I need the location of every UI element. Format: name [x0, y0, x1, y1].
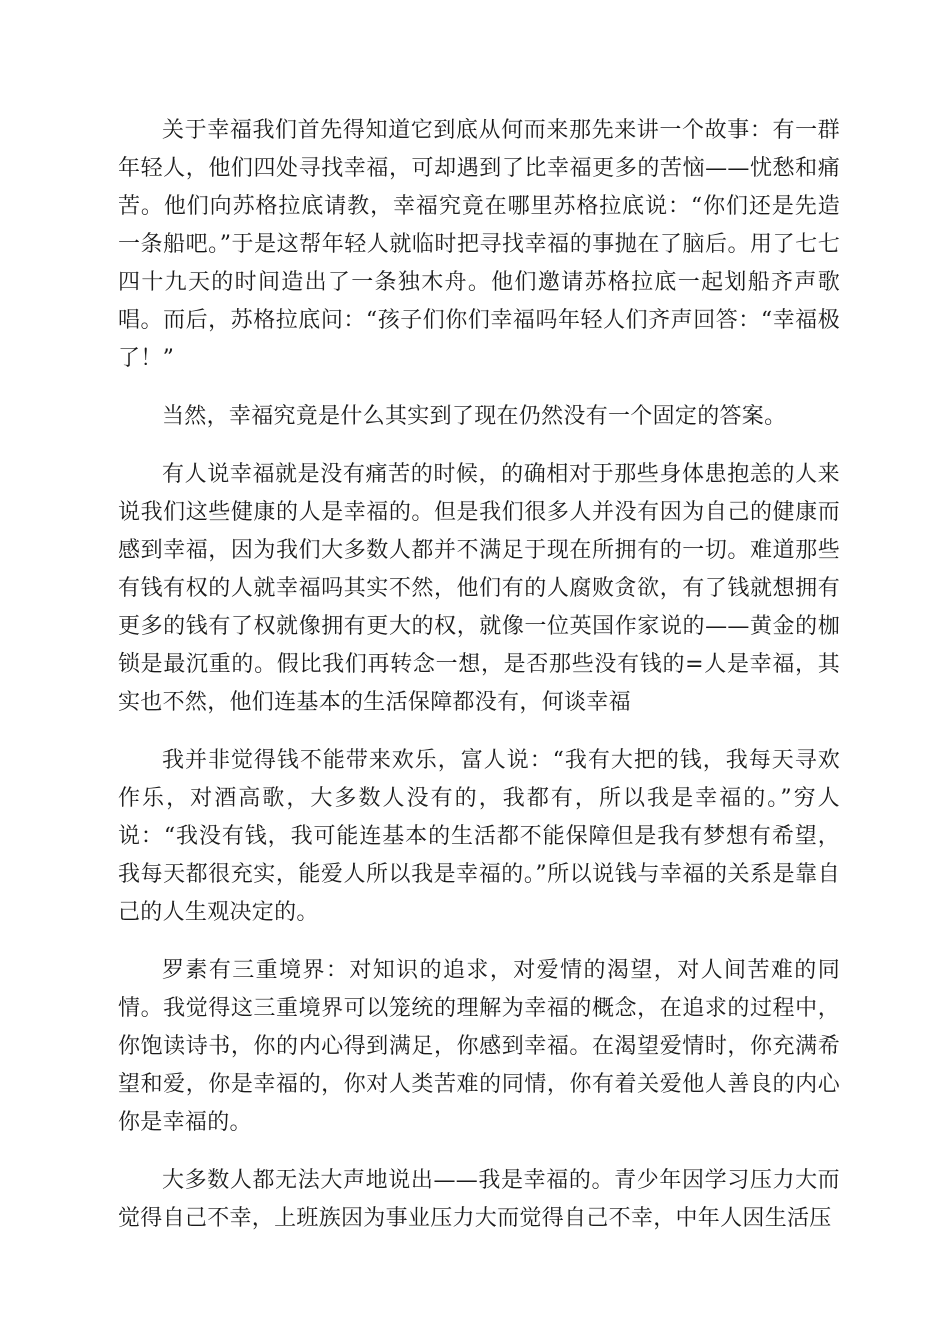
- paragraph-health-and-wealth: 有人说幸福就是没有痛苦的时候，的确相对于那些身体患抱恙的人来说我们这些健康的人是幸福的。但是我们很多人并没有因为自己的健康而感到幸福，因为我们大多数人都并不满足于现在所拥有的一切。难道那些有钱有权的人就幸福吗其实不然，他们有的人腐败贪欲，有了钱就想拥有更多的钱有了权就像拥有更大的权，就像一位英国作家说的——黄金的枷锁是最沉重的。假比我们再转念一想，是否那些没有钱的=人是幸福，其实也不然，他们连基本的生活保障都没有，何谈幸福: [118, 462, 840, 715]
- paragraph-no-fixed-answer: 当然，幸福究竟是什么其实到了现在仍然没有一个固定的答案。: [162, 404, 787, 429]
- paragraph-russell-three-realms: 罗素有三重境界：对知识的追求，对爱情的渴望，对人间苦难的同情。我觉得这三重境界可以笼统的理解为幸福的概念，在追求的过程中，你饱读诗书，你的内心得到满足，你感到幸福。在渴望爱情时，你充满希望和爱，你是幸福的，你对人类苦难的同情，你有着关爱他人善良的内心你是幸福的。: [118, 958, 840, 1135]
- paragraph-rich-and-poor: 我并非觉得钱不能带来欢乐，富人说：“我有大把的钱，我每天寻欢作乐，对酒高歌，大多数人没有的，我都有，所以我是幸福的。”穷人说：“我没有钱，我可能连基本的生活都不能保障但是我有梦想有希望，我每天都很充实，能爱人所以我是幸福的。”所以说钱与幸福的关系是靠自己的人生观决定的。: [118, 748, 840, 925]
- paragraph-pressure: 大多数人都无法大声地说出——我是幸福的。青少年因学习压力大而觉得自己不幸，上班族因为事业压力大而觉得自己不幸，中年人因生活压: [118, 1168, 840, 1231]
- document-page: [118, 112, 840, 1258]
- paragraph-socrates-story: 关于幸福我们首先得知道它到底从何而来那先来讲一个故事：有一群年轻人，他们四处寻找幸福，可却遇到了比幸福更多的苦恼——忧愁和痛苦。他们向苏格拉底请教，幸福究竟在哪里苏格拉底说：“你们还是先造一条船吧。”于是这帮年轻人就临时把寻找幸福的事抛在了脑后。用了七七四十九天的时间造出了一条独木舟。他们邀请苏格拉底一起划船齐声歌唱。而后，苏格拉底问：“孩子们你们幸福吗年轻人们齐声回答：“幸福极了！”: [118, 118, 840, 371]
